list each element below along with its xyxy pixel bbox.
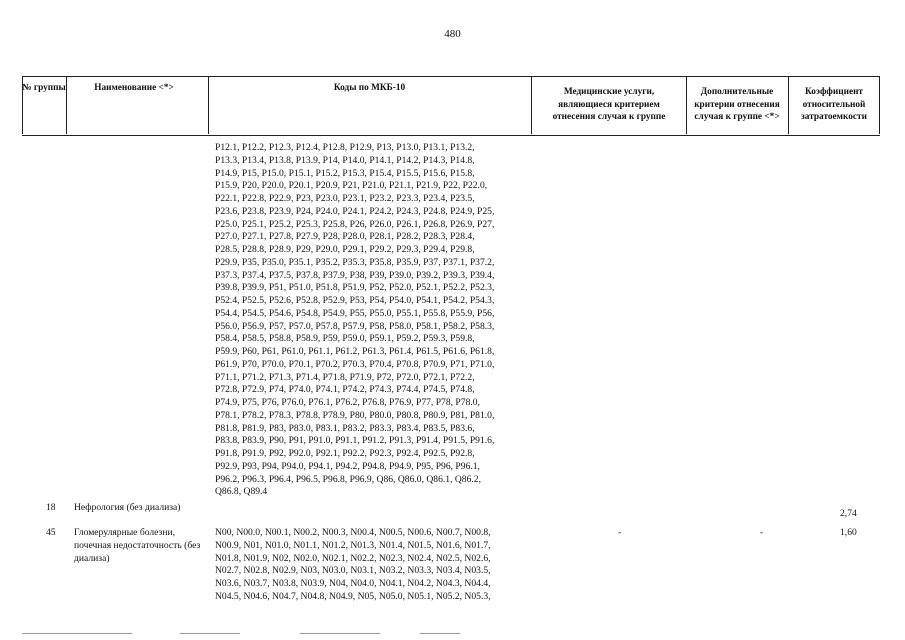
row-18-coefficient: 2,74 — [840, 508, 857, 519]
header-divider — [788, 76, 789, 134]
row-45-extra-criteria: - — [760, 527, 764, 538]
header-name: Наименование <*> — [94, 83, 174, 93]
row-45-coefficient: 1,60 — [840, 527, 857, 538]
header-divider — [879, 76, 880, 134]
header-group-no: № группы — [22, 83, 66, 93]
row-45-codes: N00, N00.0, N00.1, N00.2, N00.3, N00.4, N00.5, N00.6, N00.7, N00.8, N00.9, N01, N01.0, N01.1, N01.2, N01.3, N01.4, N01.5, N01.6, N01.7, N01.8, N01.9, N02, N02.0, N02.1, N02.2, N02.3, N02.4, N02.5, N02.6, N02.7, N02.8, N02.9, N03, N03.0, N03.1, N03.2, N03.3, N03.4, N03.5, N03.6, N03.7, N03.8, N03.9, N04, N04.0, N04.1, N04.2, N04.3, N04.4, N04.5, N04.6, N04.7, N04.8, N04.9, N05, N05.0, N05.1, N05.2, N05.3, — [215, 527, 491, 602]
scan-edge-line — [420, 633, 460, 634]
scan-edge-line — [300, 633, 380, 634]
header-coefficient: Коэффициент относительной затратоемкости — [801, 87, 867, 122]
row-18-name: Нефрология (без диализа) — [74, 502, 181, 513]
scan-edge-line — [180, 633, 240, 634]
header-med-services: Медицинские услуги, являющиеся критерием отнесения случая к группе — [552, 87, 666, 122]
row-45-med-services: - — [618, 527, 622, 538]
row-18-group-no: 18 — [46, 502, 56, 513]
header-divider — [531, 76, 532, 134]
row-45-group-no: 45 — [46, 527, 56, 538]
header-extra-criteria: Дополнительные критерии отнесения случая к группе <*> — [694, 87, 780, 122]
header-divider — [686, 76, 687, 134]
header-divider — [66, 76, 67, 134]
continued-codes: P12.1, P12.2, P12.3, P12.4, P12.8, P12.9, P13, P13.0, P13.1, P13.2, P13.3, P13.4, P13.8, P13.9, P14, P14.0, P14.1, P14.2, P14.3, P14.8, P14.9, P15, P15.0, P15.1, P15.2, P15.3, P15.4, P15.5, P15.6, P15.8, P15.9, P20, P20.0, P20.1, P20.9, P21, P21.0, P21.1, P21.9, P22, P22.0, P22.1, P22.8, P22.9, P23, P23.0, P23.1, P23.2, P23.3, P23.4, P23.5, P23.6, P23.8, P23.9, P24, P24.0, P24.1, P24.2, P24.3, P24.8, P24.9, P25, P25.0, P25.1, P25.2, P25.3, P25.8, P26, P26.0, P26.1, P26.8, P26.9, P27, P27.0, P27.1, P27.8, P27.9, P28, P28.0, P28.1, P28.2, P28.3, P28.4, P28.5, P28.8, P28.9, P29, P29.0, P29.1, P29.2, P29.3, P29.4, P29.8, P29.9, P35, P35.0, P35.1, P35.2, P35.3, P35.8, P35.9, P37, P37.1, P37.2, P37.3, P37.4, P37.5, P37.8, P37.9, P38, P39, P39.0, P39.2, P39.3, P39.4, P39.8, P39.9, P51, P51.0, P51.8, P51.9, P52, P52.0, P52.1, P52.2, P52.3, P52.4, P52.5, P52.6, P52.8, P52.9, P53, P54, P54.0, P54.1, P54.2, P54.3, P54.4, P54.5, P54.6, P54.8, P54.9, P55, P55.0, P55.1, P55.8, P55.9, P56, P56.0, P56.9, P57, P57.0, P57.8, P57.9, P58, P58.0, P58.1, P58.2, P58.3, P58.4, P58.5, P58.8, P58.9, P59, P59.0, P59.1, P59.2, P59.3, P59.8, P59.9, P60, P61, P61.0, P61.1, P61.2, P61.3, P61.4, P61.5, P61.6, P61.8, P61.9, P70, P70.0, P70.1, P70.2, P70.3, P70.4, P70.8, P70.9, P71, P71.0, P71.1, P71.2, P71.3, P71.4, P71.8, P71.9, P72, P72.0, P72.1, P72.2, P72.8, P72.9, P74, P74.0, P74.1, P74.2, P74.3, P74.4, P74.5, P74.8, P74.9, P75, P76, P76.0, P76.1, P76.2, P76.8, P76.9, P77, P78, P78.0, P78.1, P78.2, P78.3, P78.8, P78.9, P80, P80.0, P80.8, P80.9, P81, P81.0, P81.8, P81.9, P83, P83.0, P83.1, P83.2, P83.3, P83.4, P83.5, P83.6, P83.8, P83.9, P90, P91, P91.0, P91.1, P91.2, P91.3, P91.4, P91.5, P91.6, P91.8, P91.9, P92, P92.0, P92.1, P92.2, P92.3, P92.4, P92.5, P92.8, P92.9, P93, P94, P94.0, P94.1, P94.2, P94.8, P94.9, P95, P96, P96.1, P96.2, P96.3, P96.4, P96.5, P96.8, P96.9, Q86, Q86.0, Q86.1, Q86.2, Q86.8, Q89.4 — [215, 142, 495, 498]
row-45-name: Гломерулярные болезни, почечная недостаточность (без диализа) — [74, 527, 201, 564]
page-number: 480 — [444, 28, 461, 40]
header-mkb-codes: Коды по МКБ-10 — [333, 83, 406, 93]
scan-edge-line — [22, 633, 132, 634]
